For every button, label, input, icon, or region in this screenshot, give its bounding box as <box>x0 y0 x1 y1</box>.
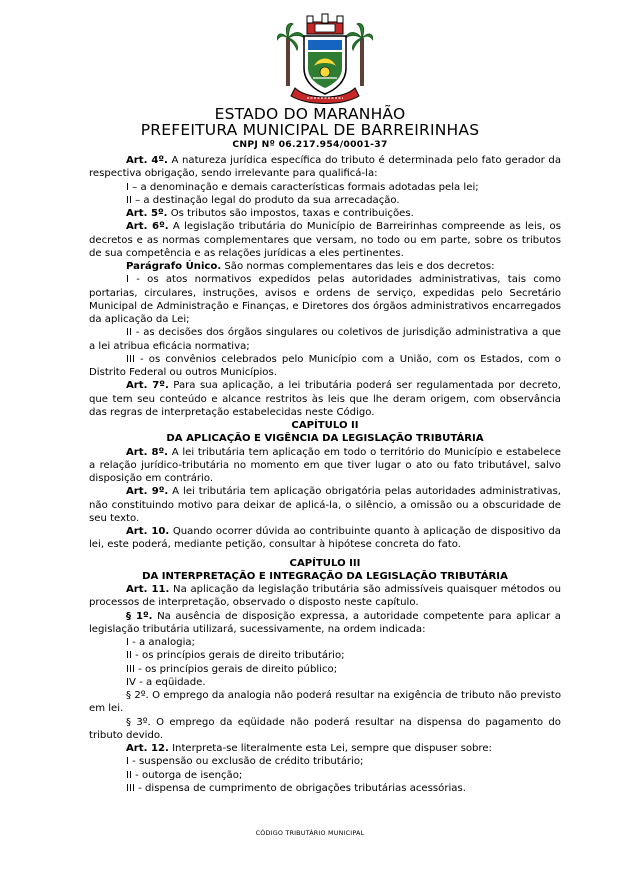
paragraph <box>89 194 561 207</box>
state-title: ESTADO DO MARANHÃO <box>214 105 406 123</box>
coat-of-arms-icon <box>277 10 373 106</box>
chapter-heading <box>89 570 561 583</box>
paragraph-text: Na aplicação da legislação tributária são admissíveis quaisquer métodos ou processos de interpretação, observado o disposto neste capítulo. <box>89 584 561 609</box>
article-label: Art. 9º. <box>126 486 169 498</box>
article-label: Art. 5º. <box>126 208 168 219</box>
paragraph-text: A lei tributária tem aplicação obrigatória pelas autoridades administrativas, não constituindo motivo para deixar de aplicá-la, o silêncio, a omissão ou a obscuridade de seu texto. <box>89 486 561 524</box>
paragraph-text: I - os atos normativos expedidos pelas autoridades administrativas, tais como portarias, circulares, instruções, avisos e ordens de serviço, expedidas pelo Secretário Municipal de Administração e Finanças, e Diretores dos órgãos administrativos encarregados da aplicação da Lei; <box>89 274 561 325</box>
paragraph-text: I - suspensão ou exclusão de crédito tributário; <box>126 756 364 768</box>
paragraph <box>89 326 561 353</box>
paragraph-text: III - os convênios celebrados pelo Município com a União, com os Estados, com o Distrito Federal ou outros Municípios. <box>89 353 561 378</box>
paragraph <box>89 636 561 649</box>
paragraph-text: Quando ocorrer dúvida ao contribuinte quanto à aplicação de dispositivo da lei, este poderá, mediante petição, consultar à hipótese concreta do fato. <box>89 526 561 551</box>
chapter-heading <box>89 557 561 570</box>
chapter-heading <box>89 419 561 432</box>
document-header <box>88 106 532 151</box>
paragraph <box>89 649 561 662</box>
paragraph <box>89 610 561 637</box>
paragraph-text: Interpreta-se literalmente esta Lei, sempre que dispuser sobre: <box>168 743 492 754</box>
article-label: Art. 8º. <box>126 446 169 458</box>
paragraph-text: III - os princípios gerais de direito público; <box>126 663 338 675</box>
palm-right-icon <box>345 23 373 86</box>
paragraph <box>89 742 561 755</box>
paragraph-text: DA INTERPRETAÇÃO E INTEGRAÇÃO DA LEGISLAÇÃO TRIBUTÁRIA <box>142 570 508 582</box>
document-body <box>89 154 561 795</box>
paragraph-text: Na ausência de disposição expressa, a autoridade competente para aplicar a legislação tributária utilizará, sucessivamente, na ordem indicada: <box>89 610 561 635</box>
paragraph <box>89 689 561 716</box>
article-label: Art. 11. <box>126 584 170 595</box>
paragraph <box>89 181 561 194</box>
page-footer: CÓDIGO TRIBUTÁRIO MUNICIPAL <box>255 829 365 837</box>
paragraph <box>89 353 561 380</box>
paragraph <box>89 663 561 676</box>
paragraph <box>89 769 561 782</box>
paragraph-text: Os tributos são impostos, taxas e contribuições. <box>167 208 414 219</box>
paragraph-text: § 2º. O emprego da analogia não poderá resultar na exigência de tributo não previsto em lei. <box>89 690 561 715</box>
paragraph <box>89 676 561 689</box>
article-label: Art. 12. <box>126 743 169 754</box>
paragraph <box>89 485 561 525</box>
paragraph <box>89 154 561 181</box>
paragraph <box>89 525 561 552</box>
paragraph <box>89 273 561 326</box>
article-label: Art. 4º. <box>126 155 168 166</box>
mural-crown-icon <box>307 14 343 34</box>
palm-left-icon <box>277 23 305 86</box>
paragraph <box>89 583 561 610</box>
paragraph-text: A lei tributária tem aplicação em todo o território do Município e estabelece a relação jurídico-tributária no momento em que tiver lugar o ato ou fato tributável, salvo disposição em contrário. <box>89 446 562 484</box>
prefecture-title: PREFEITURA MUNICIPAL DE BARREIRINHAS <box>140 121 480 139</box>
paragraph-text: Para sua aplicação, a lei tributária poderá ser regulamentada por decreto, que tem seu conteúdo e alcance restritos às leis que lhe deram origem, com observância das regras de interpretação estabelecidas neste Código. <box>89 380 561 418</box>
paragraph-text: II - outorga de isenção; <box>126 769 243 781</box>
paragraph-text: II – a destinação legal do produto da sua arrecadação. <box>126 194 400 206</box>
paragraph <box>89 379 561 419</box>
article-label: Art. 10. <box>126 526 170 537</box>
paragraph-text: I – a denominação e demais características formais adotadas pela lei; <box>126 181 479 193</box>
paragraph-text: III - dispensa de cumprimento de obrigações tributárias acessórias. <box>126 782 466 794</box>
paragraph-text: CAPÍTULO II <box>291 420 359 431</box>
article-label: Art. 7º. <box>126 380 169 392</box>
paragraph <box>89 716 561 743</box>
paragraph-text: II - as decisões dos órgãos singulares ou coletivos de jurisdição administrativa a que a lei atribua eficácia normativa; <box>89 327 561 352</box>
paragraph-text: CAPÍTULO III <box>289 557 361 569</box>
paragraph <box>89 755 561 768</box>
paragraph-text: I - a analogia; <box>126 637 195 648</box>
article-label: Art. 6º. <box>126 221 169 233</box>
article-label: Parágrafo Único. <box>126 261 222 272</box>
paragraph-text: IV - a eqüidade. <box>126 676 206 688</box>
paragraph-text: II - os princípios gerais de direito tributário; <box>126 650 345 662</box>
paragraph <box>89 220 561 260</box>
shield-icon <box>304 36 346 94</box>
paragraph-text: A natureza jurídica específica do tributo é determinada pelo fato gerador da respectiva obrigação, sendo irrelevante para qualificá-la: <box>89 155 562 180</box>
paragraph <box>89 446 561 486</box>
paragraph <box>89 207 561 220</box>
paragraph-text: DA APLICAÇÃO E VIGÊNCIA DA LEGISLAÇÃO TRIBUTÁRIA <box>166 433 484 445</box>
paragraph <box>89 260 561 273</box>
cnpj-line: CNPJ Nº 06.217.954/0001-37 <box>232 139 388 150</box>
paragraph <box>89 782 561 795</box>
paragraph-text: A legislação tributária do Município de Barreirinhas compreende as leis, os decretos e as normas complementares que versam, no todo ou em parte, sobre os tributos de sua competência e as relações jurídicas a eles pertinentes. <box>89 221 561 259</box>
paragraph-text: § 3º. O emprego da eqüidade não poderá resultar na dispensa do pagamento do tributo devido. <box>89 716 561 741</box>
chapter-heading <box>89 432 561 445</box>
article-label: § 1º. <box>126 610 153 622</box>
paragraph-text: São normas complementares das leis e dos decretos: <box>221 261 495 272</box>
